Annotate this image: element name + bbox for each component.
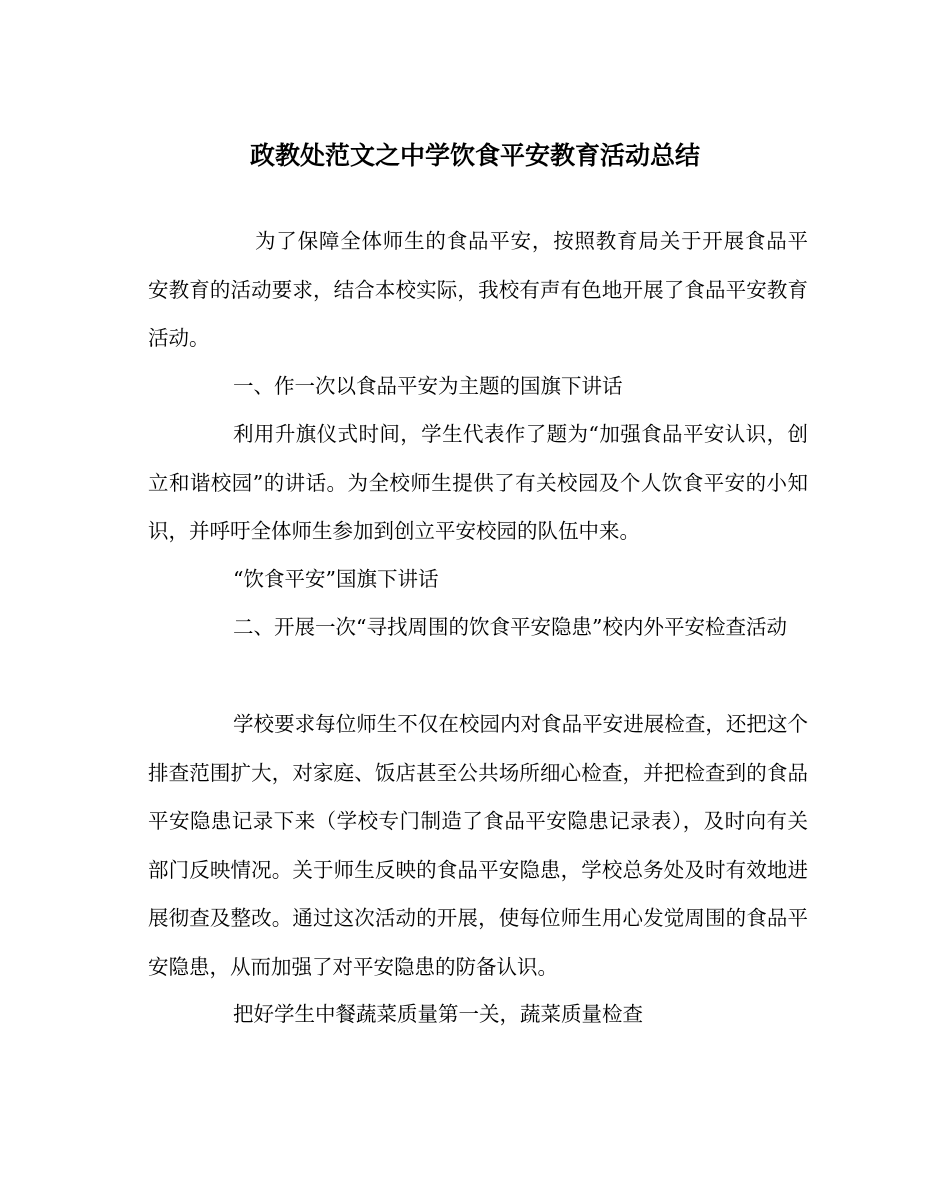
paragraph-section-2: 学校要求每位师生不仅在校园内对食品平安进展检查，还把这个排查范围扩大，对家庭、饭店甚至公共场所细心检查，并把检查到的食品平安隐患记录下来（学校专门制造了食品平安隐患记录表），及时向有关部门反映情况。关于师生反映的食品平安隐患，学校总务处及时有效地进展彻查及整改。通过这次活动的开展，使每位师生用心发觉周围的食品平安隐患，从而加强了对平安隐患的防备认识。 — [148, 712, 808, 979]
caption-vegetable-check: 把好学生中餐蔬菜质量第一关，蔬菜质量检查 — [233, 1002, 643, 1026]
paragraph-intro: 为了保障全体师生的食品平安，按照教育局关于开展食品平安教育的活动要求，结合本校实际，我校有声有色地开展了食品平安教育活动。 — [148, 229, 808, 350]
section-heading-2: 二、开展一次“寻找周围的饮食平安隐患”校内外平安检查活动 — [233, 615, 787, 639]
document-title: 政教处范文之中学饮食平安教育活动总结 — [249, 141, 700, 170]
paragraph-section-1: 利用升旗仪式时间，学生代表作了题为“加强食品平安认识，创立和谐校园”的讲话。为全校师生提供了有关校园及个人饮食平安的小知识，并呼吁全体师生参加到创立平安校园的队伍中来。 — [148, 422, 808, 543]
section-heading-1: 一、作一次以食品平安为主题的国旗下讲话 — [233, 374, 623, 398]
caption-flag-speech: “饮食平安”国旗下讲话 — [233, 567, 439, 591]
